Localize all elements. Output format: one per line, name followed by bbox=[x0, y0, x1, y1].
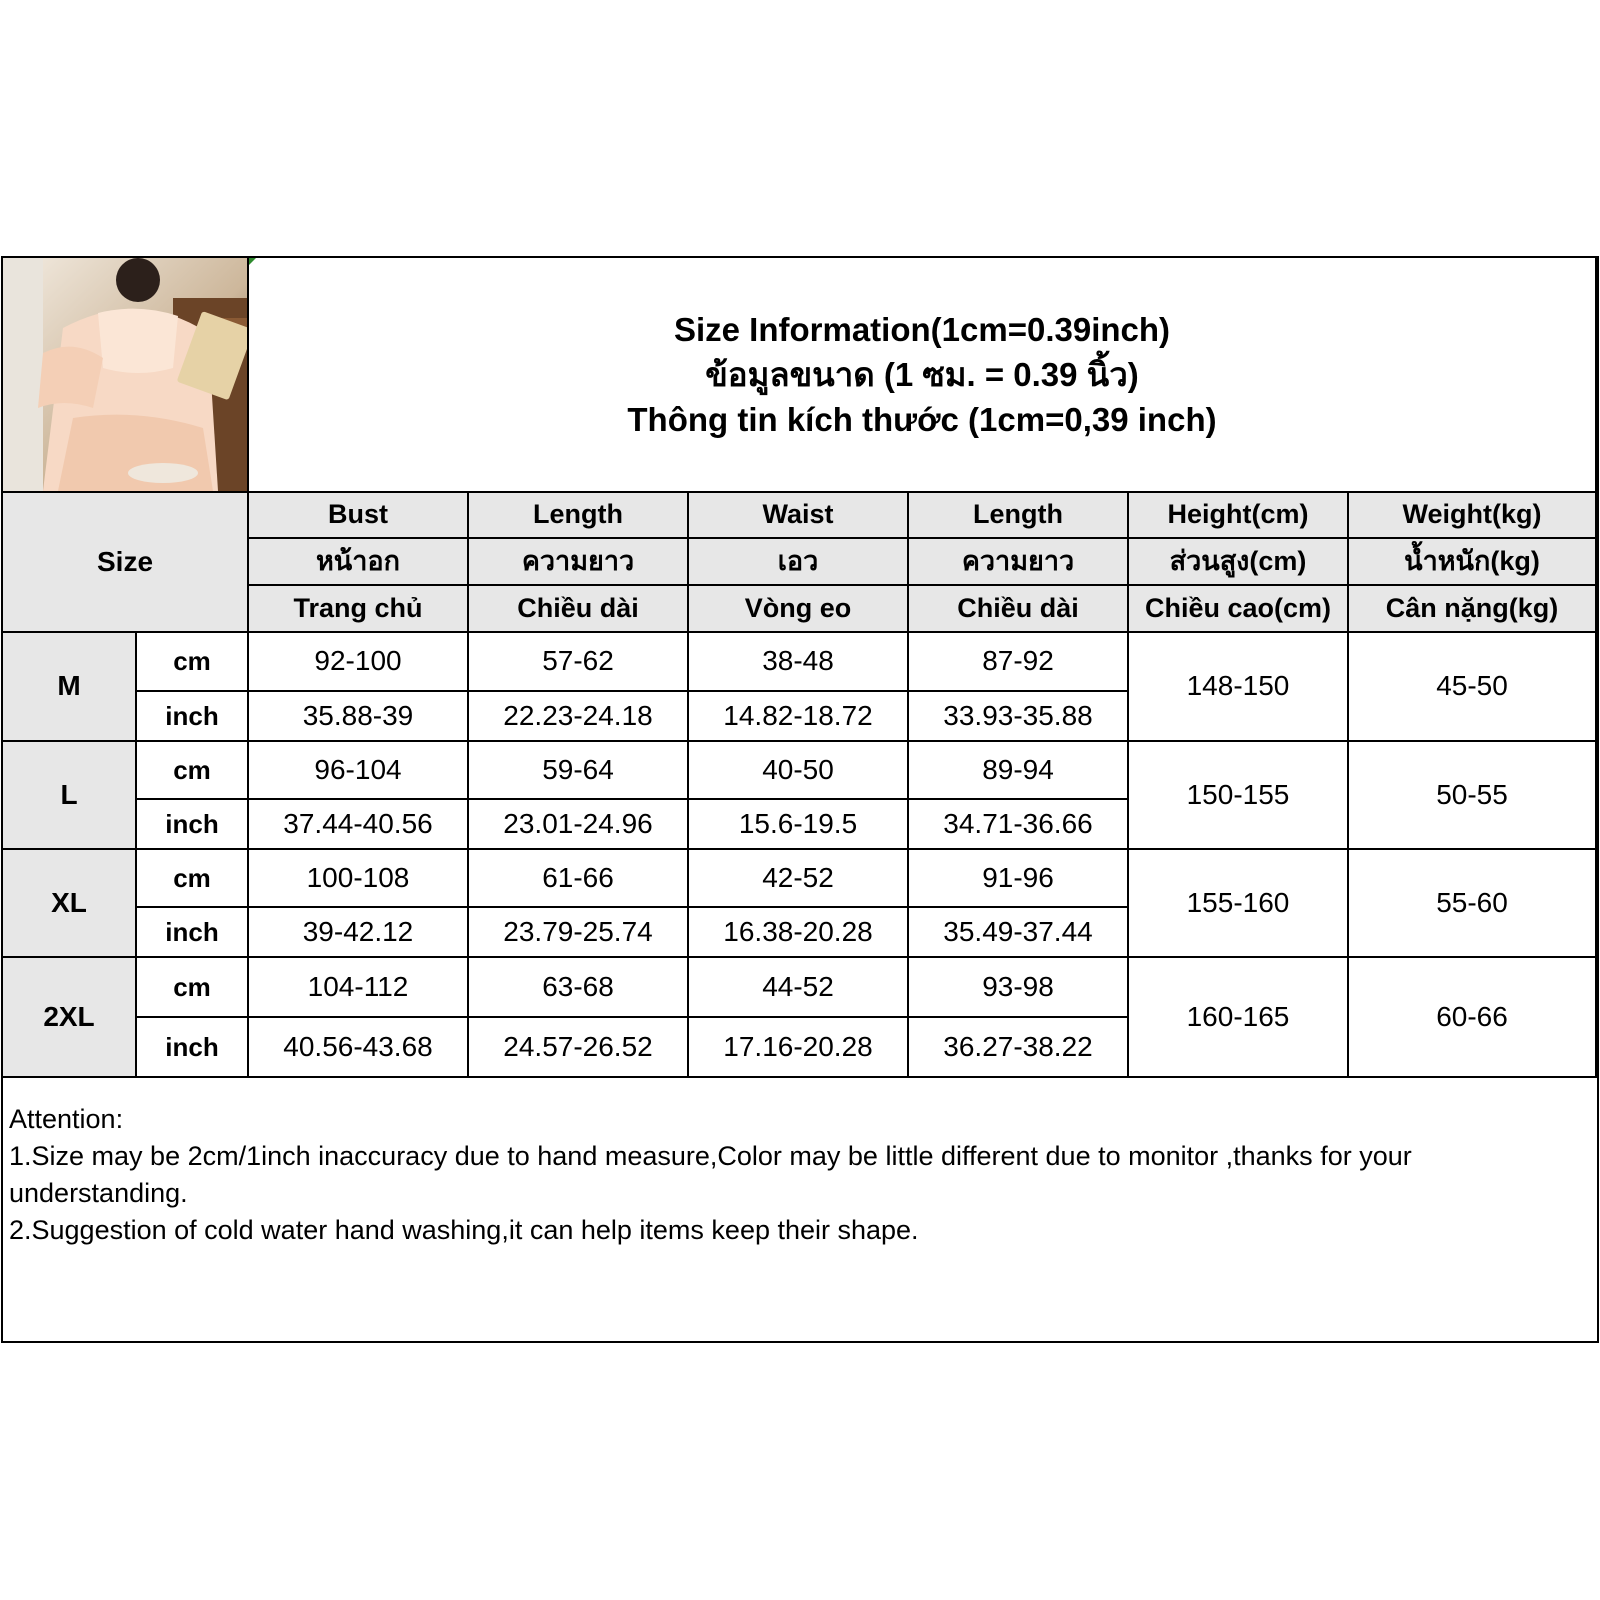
measure-cm-2-3: 91-96 bbox=[909, 850, 1129, 908]
measure-cm-0-0: 92-100 bbox=[249, 633, 469, 692]
measure-inch-1-3: 34.71-36.66 bbox=[909, 800, 1129, 850]
measure-inch-1-2: 15.6-19.5 bbox=[689, 800, 909, 850]
title-vietnamese: Thông tin kích thước (1cm=0,39 inch) bbox=[627, 401, 1217, 438]
height-range-1: 150-155 bbox=[1129, 742, 1349, 850]
measure-cm-2-1: 61-66 bbox=[469, 850, 689, 908]
size-label-3: 2XL bbox=[3, 958, 137, 1078]
measure-inch-2-3: 35.49-37.44 bbox=[909, 908, 1129, 958]
height-range-2: 155-160 bbox=[1129, 850, 1349, 958]
measure-cm-2-0: 100-108 bbox=[249, 850, 469, 908]
column-header-5-vi: Chiều cao(cm) bbox=[1129, 586, 1349, 633]
measure-inch-0-0: 35.88-39 bbox=[249, 692, 469, 742]
size-label-2: XL bbox=[3, 850, 137, 958]
measure-cm-3-2: 44-52 bbox=[689, 958, 909, 1018]
column-header-6-vi: Cân nặng(kg) bbox=[1349, 586, 1597, 633]
measure-cm-1-1: 59-64 bbox=[469, 742, 689, 800]
unit-cm: cm bbox=[137, 633, 249, 692]
column-header-1-en: Bust bbox=[249, 493, 469, 539]
chart-title bbox=[249, 258, 1597, 493]
note-2: 2.Suggestion of cold water hand washing,it can help items keep their shape. bbox=[9, 1215, 919, 1245]
column-header-5-th: ส่วนสูง(cm) bbox=[1129, 539, 1349, 586]
column-header-4-th: ความยาว bbox=[909, 539, 1129, 586]
column-header-1-th: หน้าอก bbox=[249, 539, 469, 586]
size-label-0: M bbox=[3, 633, 137, 742]
unit-inch: inch bbox=[137, 692, 249, 742]
measure-cm-1-0: 96-104 bbox=[249, 742, 469, 800]
unit-cm: cm bbox=[137, 850, 249, 908]
measure-cm-0-1: 57-62 bbox=[469, 633, 689, 692]
measure-inch-2-0: 39-42.12 bbox=[249, 908, 469, 958]
product-photo-image bbox=[3, 258, 247, 491]
column-header-4-en: Length bbox=[909, 493, 1129, 539]
size-chart bbox=[1, 256, 1599, 1343]
measure-inch-3-0: 40.56-43.68 bbox=[249, 1018, 469, 1078]
column-header-3-th: เอว bbox=[689, 539, 909, 586]
attention-notes bbox=[3, 1097, 1597, 1341]
height-range-0: 148-150 bbox=[1129, 633, 1349, 742]
size-label-1: L bbox=[3, 742, 137, 850]
measure-inch-2-2: 16.38-20.28 bbox=[689, 908, 909, 958]
weight-range-3: 60-66 bbox=[1349, 958, 1597, 1078]
measure-cm-3-0: 104-112 bbox=[249, 958, 469, 1018]
measure-inch-1-1: 23.01-24.96 bbox=[469, 800, 689, 850]
measure-cm-3-3: 93-98 bbox=[909, 958, 1129, 1018]
measure-cm-0-3: 87-92 bbox=[909, 633, 1129, 692]
measure-cm-1-3: 89-94 bbox=[909, 742, 1129, 800]
measure-inch-0-3: 33.93-35.88 bbox=[909, 692, 1129, 742]
column-header-3-vi: Vòng eo bbox=[689, 586, 909, 633]
measure-inch-0-2: 14.82-18.72 bbox=[689, 692, 909, 742]
weight-range-1: 50-55 bbox=[1349, 742, 1597, 850]
unit-inch: inch bbox=[137, 908, 249, 958]
product-photo bbox=[3, 258, 249, 493]
notes-heading: Attention: bbox=[9, 1104, 124, 1134]
measure-cm-1-2: 40-50 bbox=[689, 742, 909, 800]
column-header-5-en: Height(cm) bbox=[1129, 493, 1349, 539]
unit-inch: inch bbox=[137, 800, 249, 850]
column-header-4-vi: Chiều dài bbox=[909, 586, 1129, 633]
measure-inch-2-1: 23.79-25.74 bbox=[469, 908, 689, 958]
measure-inch-3-1: 24.57-26.52 bbox=[469, 1018, 689, 1078]
column-header-6-en: Weight(kg) bbox=[1349, 493, 1597, 539]
column-header-2-en: Length bbox=[469, 493, 689, 539]
measure-cm-0-2: 38-48 bbox=[689, 633, 909, 692]
title-thai: ข้อมูลขนาด (1 ซม. = 0.39 นิ้ว) bbox=[705, 356, 1139, 393]
measure-inch-3-2: 17.16-20.28 bbox=[689, 1018, 909, 1078]
column-header-3-en: Waist bbox=[689, 493, 909, 539]
column-header-1-vi: Trang chủ bbox=[249, 586, 469, 633]
size-header: Size bbox=[3, 493, 249, 633]
measure-inch-3-3: 36.27-38.22 bbox=[909, 1018, 1129, 1078]
column-header-2-th: ความยาว bbox=[469, 539, 689, 586]
measure-cm-2-2: 42-52 bbox=[689, 850, 909, 908]
measure-cm-3-1: 63-68 bbox=[469, 958, 689, 1018]
weight-range-2: 55-60 bbox=[1349, 850, 1597, 958]
unit-cm: cm bbox=[137, 958, 249, 1018]
height-range-3: 160-165 bbox=[1129, 958, 1349, 1078]
column-header-2-vi: Chiều dài bbox=[469, 586, 689, 633]
measure-inch-0-1: 22.23-24.18 bbox=[469, 692, 689, 742]
unit-cm: cm bbox=[137, 742, 249, 800]
measure-inch-1-0: 37.44-40.56 bbox=[249, 800, 469, 850]
note-1: 1.Size may be 2cm/1inch inaccuracy due to hand measure,Color may be little different due to monitor ,thanks for your understanding. bbox=[9, 1141, 1412, 1208]
weight-range-0: 45-50 bbox=[1349, 633, 1597, 742]
title-english: Size Information(1cm=0.39inch) bbox=[673, 311, 1171, 348]
column-header-6-th: น้ำหนัก(kg) bbox=[1349, 539, 1597, 586]
unit-inch: inch bbox=[137, 1018, 249, 1078]
